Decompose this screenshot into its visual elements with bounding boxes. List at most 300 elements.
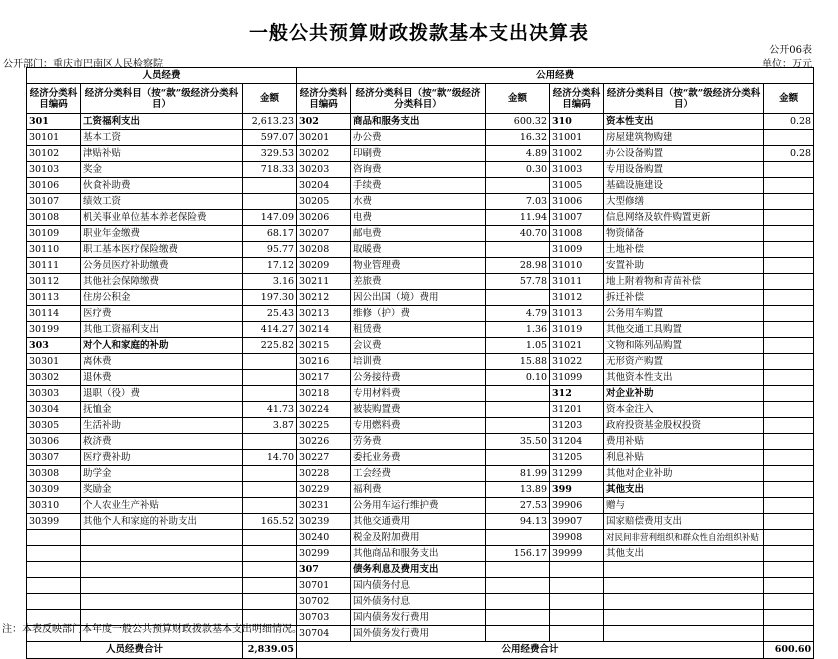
cell-amount <box>243 178 297 194</box>
cell-code: 399 <box>550 482 604 498</box>
cell-amount: 81.99 <box>486 466 550 482</box>
cell-amount: 147.09 <box>243 210 297 226</box>
cell-code: 30701 <box>297 578 351 594</box>
cell-code: 30239 <box>297 514 351 530</box>
cell-code: 30309 <box>27 482 81 498</box>
cell-amount <box>764 162 814 178</box>
cell-name: 个人农业生产补贴 <box>81 498 243 514</box>
cell-name: 国内债务付息 <box>351 578 486 594</box>
cell-code: 30399 <box>27 514 81 530</box>
cell-amount: 40.70 <box>486 226 550 242</box>
cell-name <box>604 562 764 578</box>
cell-code: 30212 <box>297 290 351 306</box>
cell-name: 公务员医疗补助缴费 <box>81 258 243 274</box>
cell-name: 奖励金 <box>81 482 243 498</box>
cell-code: 30209 <box>297 258 351 274</box>
cell-amount <box>764 370 814 386</box>
unit-label: 单位：万元 <box>762 59 812 70</box>
cell-name: 机关事业单位基本养老保险费 <box>81 210 243 226</box>
cell-code: 39908 <box>550 530 604 546</box>
cell-code: 31006 <box>550 194 604 210</box>
cell-name: 拆迁补偿 <box>604 290 764 306</box>
table-row <box>27 498 814 514</box>
cell-name: 国内债务发行费用 <box>351 610 486 626</box>
cell-code: 30299 <box>297 546 351 562</box>
cell-code: 31009 <box>550 242 604 258</box>
cell-code: 30113 <box>27 290 81 306</box>
public-section-header: 公用经费 <box>297 68 814 84</box>
cell-amount <box>764 274 814 290</box>
cell-name: 对企业补助 <box>604 386 764 402</box>
cell-name: 办公设备购置 <box>604 146 764 162</box>
table-row <box>27 338 814 354</box>
cell-code <box>27 530 81 546</box>
cell-code: 30203 <box>297 162 351 178</box>
cell-name: 土地补偿 <box>604 242 764 258</box>
table-row <box>27 482 814 498</box>
cell-amount <box>764 354 814 370</box>
cell-code: 30704 <box>297 626 351 642</box>
cell-code: 31204 <box>550 434 604 450</box>
table-row <box>27 226 814 242</box>
cell-amount: 4.79 <box>486 306 550 322</box>
cell-name: 公务用车购置 <box>604 306 764 322</box>
cell-name <box>604 594 764 610</box>
cell-amount: 3.16 <box>243 274 297 290</box>
cell-name: 印刷费 <box>351 146 486 162</box>
cell-name: 水费 <box>351 194 486 210</box>
cell-name: 专用材料费 <box>351 386 486 402</box>
cell-name: 因公出国（境）费用 <box>351 290 486 306</box>
cell-amount <box>486 594 550 610</box>
cell-name: 其他对企业补助 <box>604 466 764 482</box>
cell-name: 会议费 <box>351 338 486 354</box>
cell-amount <box>243 498 297 514</box>
table-row <box>27 178 814 194</box>
cell-amount <box>243 194 297 210</box>
cell-code: 30306 <box>27 434 81 450</box>
cell-name: 无形资产购置 <box>604 354 764 370</box>
cell-code: 30213 <box>297 306 351 322</box>
table-row <box>27 370 814 386</box>
table-row <box>27 562 814 578</box>
cell-name: 取暖费 <box>351 242 486 258</box>
cell-code: 301 <box>27 114 81 130</box>
cell-amount <box>486 610 550 626</box>
cell-amount <box>764 594 814 610</box>
cell-code: 31008 <box>550 226 604 242</box>
cell-code: 30216 <box>297 354 351 370</box>
cell-amount <box>243 562 297 578</box>
cell-amount <box>243 530 297 546</box>
cell-amount: 28.98 <box>486 258 550 274</box>
cell-name: 电费 <box>351 210 486 226</box>
cell-amount <box>764 514 814 530</box>
cell-name: 费用补贴 <box>604 434 764 450</box>
cell-amount: 165.52 <box>243 514 297 530</box>
cell-name: 其他支出 <box>604 546 764 562</box>
department-label: 公开部门：重庆市巴南区人民检察院 <box>3 59 163 70</box>
cell-amount <box>486 386 550 402</box>
cell-code: 39906 <box>550 498 604 514</box>
cell-name: 大型修缮 <box>604 194 764 210</box>
cell-name: 信息网络及软件购置更新 <box>604 210 764 226</box>
table-row <box>27 162 814 178</box>
cell-code: 30303 <box>27 386 81 402</box>
cell-name: 地上附着物和青苗补偿 <box>604 274 764 290</box>
cell-name <box>604 578 764 594</box>
cell-code: 31003 <box>550 162 604 178</box>
cell-code: 31099 <box>550 370 604 386</box>
table-row <box>27 290 814 306</box>
cell-amount <box>486 418 550 434</box>
cell-name: 其他交通费用 <box>351 514 486 530</box>
cell-code: 30205 <box>297 194 351 210</box>
cell-amount: 27.53 <box>486 498 550 514</box>
cell-name: 其他资本性支出 <box>604 370 764 386</box>
cell-code: 30208 <box>297 242 351 258</box>
cell-name: 基本工资 <box>81 130 243 146</box>
cell-code <box>27 546 81 562</box>
col-header-name: 经济分类科目（按“款”级经济分类科目） <box>351 84 486 114</box>
cell-name: 奖金 <box>81 162 243 178</box>
cell-code: 30207 <box>297 226 351 242</box>
cell-amount: 16.32 <box>486 130 550 146</box>
cell-name: 其他商品和服务支出 <box>351 546 486 562</box>
table-body <box>27 114 814 642</box>
cell-amount: 0.28 <box>764 146 814 162</box>
cell-code: 30217 <box>297 370 351 386</box>
cell-amount <box>764 610 814 626</box>
cell-amount <box>764 130 814 146</box>
cell-code: 31001 <box>550 130 604 146</box>
cell-name: 医疗费补助 <box>81 450 243 466</box>
cell-code: 31019 <box>550 322 604 338</box>
cell-amount: 414.27 <box>243 322 297 338</box>
cell-amount <box>764 402 814 418</box>
table-row <box>27 450 814 466</box>
cell-amount: 35.50 <box>486 434 550 450</box>
cell-amount: 25.43 <box>243 306 297 322</box>
cell-amount <box>764 386 814 402</box>
cell-name: 其他工资福利支出 <box>81 322 243 338</box>
cell-name: 手续费 <box>351 178 486 194</box>
cell-name: 离休费 <box>81 354 243 370</box>
cell-amount <box>764 306 814 322</box>
table-row <box>27 418 814 434</box>
total-public-label: 公用经费合计 <box>297 642 764 659</box>
cell-amount <box>764 322 814 338</box>
cell-name: 绩效工资 <box>81 194 243 210</box>
footnote: 注：本表反映部门本年度一般公共预算财政拨款基本支出明细情况。 <box>2 624 302 635</box>
cell-amount <box>243 370 297 386</box>
cell-amount: 2,613.23 <box>243 114 297 130</box>
cell-code: 30109 <box>27 226 81 242</box>
cell-name: 其他支出 <box>604 482 764 498</box>
cell-amount: 13.89 <box>486 482 550 498</box>
cell-amount: 4.89 <box>486 146 550 162</box>
total-personnel-value: 2,839.05 <box>243 642 297 659</box>
cell-name: 福利费 <box>351 482 486 498</box>
table-row <box>27 114 814 130</box>
cell-name: 退职（役）费 <box>81 386 243 402</box>
cell-amount <box>764 338 814 354</box>
cell-code: 31010 <box>550 258 604 274</box>
cell-code: 30218 <box>297 386 351 402</box>
cell-amount <box>243 434 297 450</box>
total-public-value: 600.60 <box>764 642 814 659</box>
cell-amount <box>764 210 814 226</box>
cell-name: 国外债务发行费用 <box>351 626 486 642</box>
cell-amount <box>486 402 550 418</box>
cell-amount <box>764 434 814 450</box>
cell-amount <box>764 626 814 642</box>
cell-amount: 600.32 <box>486 114 550 130</box>
cell-name: 住房公积金 <box>81 290 243 306</box>
cell-name: 劳务费 <box>351 434 486 450</box>
cell-code: 31007 <box>550 210 604 226</box>
cell-name: 其他个人和家庭的补助支出 <box>81 514 243 530</box>
cell-code <box>27 594 81 610</box>
cell-name: 资本金注入 <box>604 402 764 418</box>
table-row <box>27 130 814 146</box>
table-row <box>27 242 814 258</box>
cell-code: 30702 <box>297 594 351 610</box>
cell-amount <box>243 466 297 482</box>
col-header-amount: 金额 <box>486 84 550 114</box>
cell-code: 30112 <box>27 274 81 290</box>
table-row <box>27 514 814 530</box>
cell-code: 30301 <box>27 354 81 370</box>
cell-code: 30110 <box>27 242 81 258</box>
cell-code: 31205 <box>550 450 604 466</box>
cell-code: 30226 <box>297 434 351 450</box>
cell-code: 30224 <box>297 402 351 418</box>
col-header-name: 经济分类科目（按“款”级经济分类科目） <box>604 84 764 114</box>
cell-name: 救济费 <box>81 434 243 450</box>
cell-amount <box>764 242 814 258</box>
cell-code: 312 <box>550 386 604 402</box>
cell-name <box>81 578 243 594</box>
cell-code: 30107 <box>27 194 81 210</box>
cell-amount <box>764 530 814 546</box>
cell-code: 30308 <box>27 466 81 482</box>
cell-code: 31011 <box>550 274 604 290</box>
cell-name: 助学金 <box>81 466 243 482</box>
table-row <box>27 146 814 162</box>
cell-amount: 95.77 <box>243 242 297 258</box>
cell-code: 30225 <box>297 418 351 434</box>
cell-amount <box>486 178 550 194</box>
cell-code: 30231 <box>297 498 351 514</box>
cell-code: 30101 <box>27 130 81 146</box>
cell-code <box>550 626 604 642</box>
cell-amount <box>764 290 814 306</box>
cell-amount <box>764 178 814 194</box>
cell-code: 310 <box>550 114 604 130</box>
cell-amount: 11.94 <box>486 210 550 226</box>
cell-name: 被装购置费 <box>351 402 486 418</box>
cell-code: 30211 <box>297 274 351 290</box>
table-row <box>27 194 814 210</box>
table-row <box>27 306 814 322</box>
cell-code: 31022 <box>550 354 604 370</box>
cell-name: 办公费 <box>351 130 486 146</box>
table-row <box>27 274 814 290</box>
table-code: 公开06表 <box>769 45 812 56</box>
cell-code: 31201 <box>550 402 604 418</box>
col-header-code: 经济分类科目编码 <box>297 84 351 114</box>
cell-code: 39907 <box>550 514 604 530</box>
col-header-name: 经济分类科目（按“款”级经济分类科目） <box>81 84 243 114</box>
cell-name: 工资福利支出 <box>81 114 243 130</box>
cell-code: 31013 <box>550 306 604 322</box>
cell-amount <box>486 626 550 642</box>
cell-name: 其他社会保障缴费 <box>81 274 243 290</box>
cell-amount <box>764 226 814 242</box>
cell-name: 商品和服务支出 <box>351 114 486 130</box>
table-row <box>27 322 814 338</box>
cell-amount <box>243 386 297 402</box>
cell-code: 39999 <box>550 546 604 562</box>
cell-amount: 17.12 <box>243 258 297 274</box>
cell-name <box>604 610 764 626</box>
col-header-code: 经济分类科目编码 <box>550 84 604 114</box>
cell-name: 生活补助 <box>81 418 243 434</box>
cell-code: 30204 <box>297 178 351 194</box>
cell-code: 30108 <box>27 210 81 226</box>
cell-code: 307 <box>297 562 351 578</box>
cell-name: 房屋建筑物购建 <box>604 130 764 146</box>
table-row <box>27 578 814 594</box>
cell-name: 工会经费 <box>351 466 486 482</box>
cell-name: 赠与 <box>604 498 764 514</box>
cell-code <box>550 578 604 594</box>
cell-code: 31299 <box>550 466 604 482</box>
cell-name: 津贴补贴 <box>81 146 243 162</box>
cell-name: 物业管理费 <box>351 258 486 274</box>
cell-code: 30111 <box>27 258 81 274</box>
cell-code <box>550 594 604 610</box>
cell-code: 30302 <box>27 370 81 386</box>
cell-name: 租赁费 <box>351 322 486 338</box>
cell-amount: 156.17 <box>486 546 550 562</box>
table-row <box>27 434 814 450</box>
cell-amount: 1.36 <box>486 322 550 338</box>
cell-name: 国家赔偿费用支出 <box>604 514 764 530</box>
cell-code: 30304 <box>27 402 81 418</box>
cell-amount: 0.10 <box>486 370 550 386</box>
cell-name: 退休费 <box>81 370 243 386</box>
cell-amount: 57.78 <box>486 274 550 290</box>
personnel-section-header: 人员经费 <box>27 68 297 84</box>
cell-amount <box>764 258 814 274</box>
cell-amount: 718.33 <box>243 162 297 178</box>
cell-amount <box>486 578 550 594</box>
cell-name: 咨询费 <box>351 162 486 178</box>
col-header-amount: 金额 <box>243 84 297 114</box>
cell-amount <box>243 354 297 370</box>
table-row <box>27 402 814 418</box>
cell-code: 30227 <box>297 450 351 466</box>
cell-name: 伙食补助费 <box>81 178 243 194</box>
cell-code: 30103 <box>27 162 81 178</box>
cell-code: 30102 <box>27 146 81 162</box>
cell-name: 抚恤金 <box>81 402 243 418</box>
cell-name <box>81 562 243 578</box>
cell-amount: 0.28 <box>764 114 814 130</box>
cell-amount: 597.07 <box>243 130 297 146</box>
cell-code: 31021 <box>550 338 604 354</box>
cell-amount: 94.13 <box>486 514 550 530</box>
table-row <box>27 466 814 482</box>
cell-name <box>81 594 243 610</box>
cell-name: 文物和陈列品购置 <box>604 338 764 354</box>
cell-amount <box>764 546 814 562</box>
cell-code <box>550 610 604 626</box>
cell-amount <box>764 466 814 482</box>
cell-amount <box>764 562 814 578</box>
cell-name: 邮电费 <box>351 226 486 242</box>
cell-code: 30199 <box>27 322 81 338</box>
cell-name: 职业年金缴费 <box>81 226 243 242</box>
cell-amount <box>764 498 814 514</box>
cell-code: 31012 <box>550 290 604 306</box>
cell-amount <box>486 530 550 546</box>
cell-name: 医疗费 <box>81 306 243 322</box>
cell-name: 物资储备 <box>604 226 764 242</box>
cell-amount <box>486 242 550 258</box>
cell-code: 30215 <box>297 338 351 354</box>
cell-code: 30310 <box>27 498 81 514</box>
cell-name: 政府投资基金股权投资 <box>604 418 764 434</box>
cell-name: 职工基本医疗保险缴费 <box>81 242 243 258</box>
table-row <box>27 258 814 274</box>
cell-name: 债务利息及费用支出 <box>351 562 486 578</box>
cell-amount: 41.73 <box>243 402 297 418</box>
table-row <box>27 594 814 610</box>
page-title: 一般公共预算财政拨款基本支出决算表 <box>248 22 589 44</box>
col-header-amount: 金额 <box>764 84 814 114</box>
cell-name: 基础设施建设 <box>604 178 764 194</box>
cell-code: 30305 <box>27 418 81 434</box>
cell-amount <box>486 290 550 306</box>
cell-code: 30703 <box>297 610 351 626</box>
cell-name: 对个人和家庭的补助 <box>81 338 243 354</box>
cell-name: 专用设备购置 <box>604 162 764 178</box>
cell-amount: 1.05 <box>486 338 550 354</box>
cell-amount: 3.87 <box>243 418 297 434</box>
cell-code <box>27 578 81 594</box>
table-row <box>27 530 814 546</box>
cell-name: 安置补助 <box>604 258 764 274</box>
cell-code: 30228 <box>297 466 351 482</box>
cell-code: 30307 <box>27 450 81 466</box>
cell-name: 国外债务付息 <box>351 594 486 610</box>
table-row <box>27 546 814 562</box>
cell-amount <box>764 578 814 594</box>
cell-amount: 14.70 <box>243 450 297 466</box>
table-row <box>27 386 814 402</box>
cell-code: 31203 <box>550 418 604 434</box>
cell-name <box>81 546 243 562</box>
cell-amount <box>764 418 814 434</box>
cell-name: 税金及附加费用 <box>351 530 486 546</box>
cell-name: 公务用车运行维护费 <box>351 498 486 514</box>
cell-amount <box>764 450 814 466</box>
cell-code: 30202 <box>297 146 351 162</box>
cell-code: 30229 <box>297 482 351 498</box>
